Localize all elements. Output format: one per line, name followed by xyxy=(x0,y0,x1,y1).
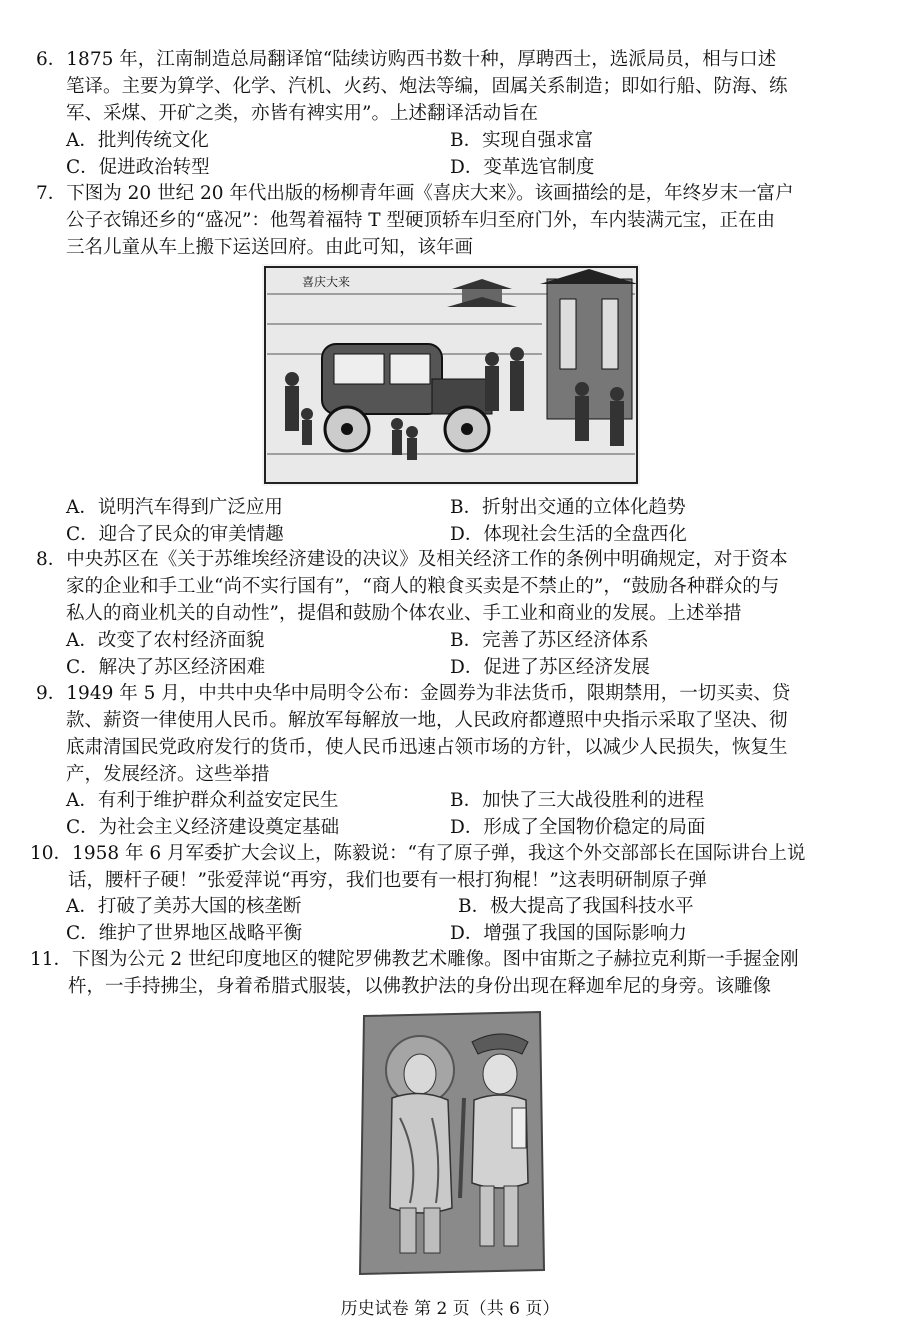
option-d[interactable]: D．变革选官制度 xyxy=(450,157,595,178)
question-text-line: 笔译。主要为算学、化学、汽机、火药、炮法等编，固属关系制造；即如行船、防海、练 xyxy=(66,76,788,97)
gandhara-sculpture-image xyxy=(352,1008,548,1278)
question-11 xyxy=(30,946,860,1000)
option-a[interactable]: A．说明汽车得到广泛应用 xyxy=(66,497,283,518)
option-d[interactable]: D．形成了全国物价稳定的局面 xyxy=(450,817,706,838)
question-number: 9． xyxy=(36,683,67,704)
question-text-line: 中央苏区在《关于苏维埃经济建设的决议》及相关经济工作的条例中明确规定，对于资本 xyxy=(66,549,788,570)
option-a[interactable]: A．打破了美苏大国的核垄断 xyxy=(66,896,302,917)
new-year-painting-image xyxy=(262,264,640,486)
option-c[interactable]: C．迎合了民众的审美情趣 xyxy=(66,524,284,545)
question-text-line: 1875 年，江南制造总局翻译馆“陆续访购西书数十种，厚聘西士，选派局员，相与口述 xyxy=(66,49,777,70)
painting-title-text: 喜庆大来 xyxy=(302,275,351,289)
question-9 xyxy=(36,680,866,788)
question-number: 7． xyxy=(36,183,67,204)
question-text-line: 1958 年 6 月军委扩大会议上，陈毅说：“有了原子弹，我这个外交部部长在国际讲台上说 xyxy=(72,843,806,864)
option-d[interactable]: D．体现社会生活的全盘西化 xyxy=(450,524,687,545)
question-number: 11． xyxy=(30,949,73,970)
question-number: 8． xyxy=(36,549,67,570)
option-d[interactable]: D．增强了我国的国际影响力 xyxy=(450,923,687,944)
question-text-line: 家的企业和手工业“尚不实行国有”，“商人的粮食买卖是不禁止的”，“鼓励各种群众的与 xyxy=(66,576,780,597)
option-a[interactable]: A．有利于维护群众利益安定民生 xyxy=(66,790,339,811)
option-a[interactable]: A．批判传统文化 xyxy=(66,130,209,151)
option-b[interactable]: B．加快了三大战役胜利的进程 xyxy=(450,790,705,811)
option-b[interactable]: B．实现自强求富 xyxy=(450,130,594,151)
question-text-line: 杵，一手持拂尘，身着希腊式服装，以佛教护法的身份出现在释迦牟尼的身旁。该雕像 xyxy=(68,976,772,997)
options-7 xyxy=(30,494,870,548)
question-text-line: 公子衣锦还乡的“盛况”：他驾着福特 T 型硬顶轿车归至府门外，车内装满元宝，正在由 xyxy=(66,210,776,231)
question-number: 10． xyxy=(30,843,73,864)
option-b[interactable]: B．极大提高了我国科技水平 xyxy=(458,896,694,917)
options-9 xyxy=(30,787,870,841)
question-10 xyxy=(30,840,860,894)
option-b[interactable]: B．完善了苏区经济体系 xyxy=(450,630,649,651)
option-c[interactable]: C．促进政治转型 xyxy=(66,157,210,178)
question-text-line: 下图为 20 世纪 20 年代出版的杨柳青年画《喜庆大来》。该画描绘的是，年终岁末一富户 xyxy=(66,183,794,204)
question-text-line: 军、采煤、开矿之类，亦皆有裨实用”。上述翻译活动旨在 xyxy=(66,103,538,124)
options-10 xyxy=(30,893,870,947)
options-6 xyxy=(30,127,870,181)
page-footer: 历史试卷 第 2 页（共 6 页） xyxy=(340,1299,560,1319)
option-c[interactable]: C．为社会主义经济建设奠定基础 xyxy=(66,817,340,838)
question-text-line: 底肃清国民党政府发行的货币，使人民币迅速占领市场的方针，以减少人民损失，恢复生 xyxy=(66,737,788,758)
question-8 xyxy=(36,546,866,627)
options-8 xyxy=(30,627,870,681)
question-7 xyxy=(36,180,866,261)
option-c[interactable]: C．维护了世界地区战略平衡 xyxy=(66,923,303,944)
option-d[interactable]: D．促进了苏区经济发展 xyxy=(450,657,650,678)
question-text-line: 款、薪资一律使用人民币。解放军每解放一地，人民政府都遵照中央指示采取了坚决、彻 xyxy=(66,710,788,731)
question-6 xyxy=(36,46,866,127)
question-text-line: 下图为公元 2 世纪印度地区的犍陀罗佛教艺术雕像。图中宙斯之子赫拉克利斯一手握金刚 xyxy=(72,949,799,970)
question-text-line: 1949 年 5 月，中共中央华中局明令公布：金圆券为非法货币，限期禁用，一切买卖、贷 xyxy=(66,683,791,704)
question-text-line: 三名儿童从车上搬下运送回府。由此可知，该年画 xyxy=(66,237,474,258)
option-b[interactable]: B．折射出交通的立体化趋势 xyxy=(450,497,686,518)
new-year-painting-illustration xyxy=(262,264,640,486)
gandhara-sculpture-illustration xyxy=(352,1008,548,1278)
option-a[interactable]: A．改变了农村经济面貌 xyxy=(66,630,265,651)
option-c[interactable]: C．解决了苏区经济困难 xyxy=(66,657,266,678)
question-number: 6． xyxy=(36,49,67,70)
question-text-line: 产，发展经济。这些举措 xyxy=(66,764,270,785)
question-text-line: 私人的商业机关的自动性”，提倡和鼓励个体农业、手工业和商业的发展。上述举措 xyxy=(66,603,742,624)
question-text-line: 话，腰杆子硬！”张爱萍说“再穷，我们也要有一根打狗棍！”这表明研制原子弹 xyxy=(68,870,707,891)
